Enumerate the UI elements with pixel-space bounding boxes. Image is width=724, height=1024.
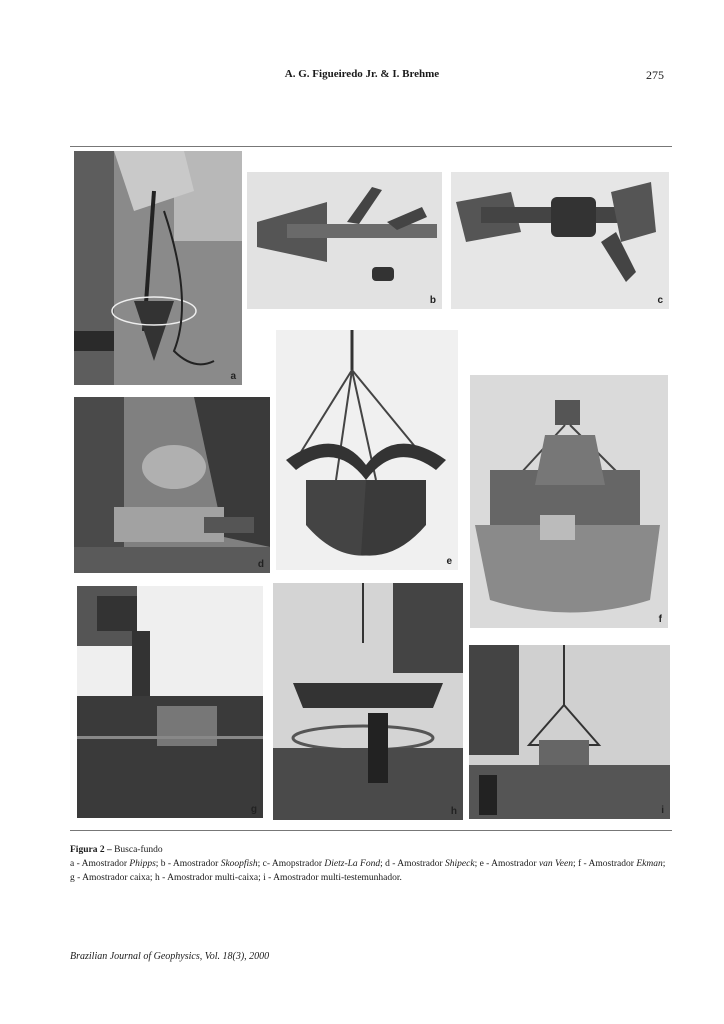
photo-phipps-sampler <box>74 151 242 385</box>
photo-dietz-la-fond-sampler <box>451 172 669 309</box>
panel-letter-e: e <box>446 556 452 567</box>
photo-skoopfish-sampler <box>247 172 442 309</box>
photo-multi-box-sampler <box>273 583 463 820</box>
photo-van-veen-sampler <box>276 330 458 570</box>
figure-top-rule <box>70 146 672 147</box>
figure-panel-c <box>451 172 669 309</box>
figure-bottom-rule <box>70 830 672 831</box>
caption-item-f-name: Ekman <box>636 859 663 869</box>
panel-letter-f: f <box>658 614 662 625</box>
caption-title: Busca-fundo <box>111 845 163 855</box>
running-header-authors: A. G. Figueiredo Jr. & I. Brehme <box>284 68 440 80</box>
panel-letter-d: d <box>257 559 264 570</box>
caption-item-c-name: Dietz-La Fond <box>324 859 381 869</box>
caption-item-a-prefix: a - Amostrador <box>70 859 130 869</box>
caption-item-b-name: Skoopfish <box>220 859 258 869</box>
figure-panel-g <box>77 586 263 818</box>
caption-item-d-name: Shipeck <box>445 859 475 869</box>
panel-letter-h: h <box>450 806 457 817</box>
caption-item-f-prefix: f - Amostrador <box>578 859 637 869</box>
photo-ekman-sampler <box>470 375 668 628</box>
caption-item-e-prefix: e - Amostrador <box>479 859 539 869</box>
panel-letter-g: g <box>250 804 257 815</box>
figure-caption <box>70 843 672 885</box>
figure-panel-d <box>74 397 270 573</box>
figure-panel-a <box>74 151 242 385</box>
caption-item-b-prefix: b - Amostrador <box>160 859 221 869</box>
figure-panel-i <box>469 645 670 819</box>
figure-panel-f <box>470 375 668 628</box>
caption-item-d-prefix: d - Amostrador <box>385 859 446 869</box>
panel-letter-b: b <box>429 295 436 306</box>
caption-item-ghi: g - Amostrador caixa; h - Amostrador multi-caixa; i - Amostrador multi-testemunhador. <box>70 873 402 883</box>
photo-box-sampler <box>77 586 263 818</box>
caption-item-f-suffix: ; <box>662 859 666 869</box>
figure-panel-h <box>273 583 463 820</box>
caption-item-a-name: Phipps <box>129 859 156 869</box>
photo-multi-corer-sampler <box>469 645 670 819</box>
caption-items <box>70 857 672 885</box>
photo-shipeck-sampler <box>74 397 270 573</box>
caption-item-e-suffix: ; <box>572 859 578 869</box>
figure-panel-b <box>247 172 442 309</box>
figure-panel-e <box>276 330 458 570</box>
caption-item-c-prefix: c- Amopstrador <box>262 859 325 869</box>
journal-footer: Brazilian Journal of Geophysics, Vol. 18(3), 2000 <box>70 951 270 962</box>
caption-item-d-suffix: ; <box>474 859 480 869</box>
panel-letter-i: i <box>661 805 664 816</box>
caption-item-a-suffix: ; <box>155 859 161 869</box>
page-number: 275 <box>646 68 664 82</box>
caption-item-e-name: van Veen <box>538 859 573 869</box>
caption-item-c-suffix: ; <box>380 859 386 869</box>
panel-letter-c: c <box>657 295 663 306</box>
caption-item-b-suffix: ; <box>257 859 263 869</box>
caption-label: Figura 2 – <box>70 845 112 855</box>
panel-letter-a: a <box>230 371 236 382</box>
